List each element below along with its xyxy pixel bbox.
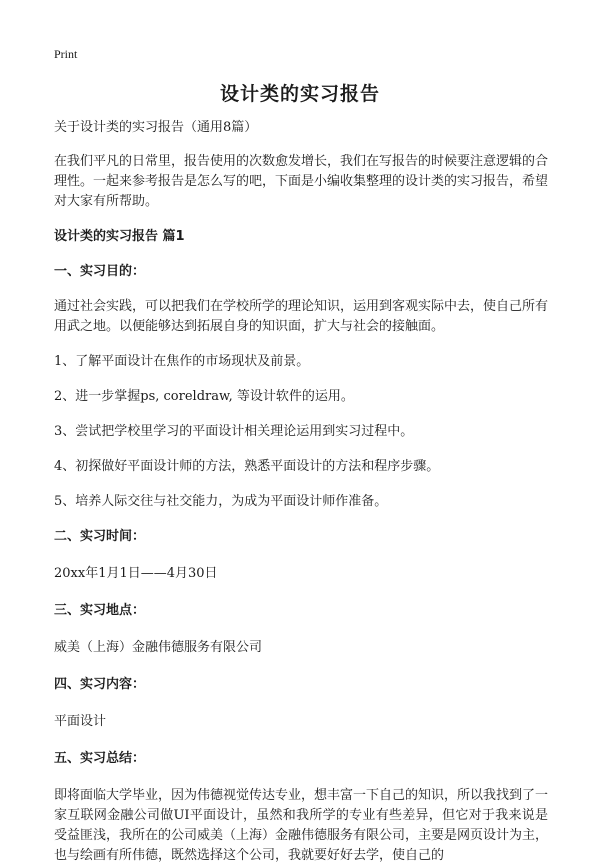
purpose-heading: 一、实习目的： (54, 264, 146, 279)
place-heading: 三、实习地点： (54, 603, 146, 618)
list-item: 2、进一步掌握ps, coreldraw, 等设计软件的运用。 (54, 389, 354, 404)
article-body (54, 118, 548, 866)
summary-paragraph: 即将面临大学毕业，因为伟德视觉传达专业，想丰富一下自己的知识，所以我找到了一家互联网金融公司做UI平面设计，虽然和我所学的专业有些差异，但它对于我来说是受益匪浅，我所在的公司威美（上海）金融伟德服务有限公司，主要是网页设计为主，也与绘画有所伟德，既然选择这个公司，我就要好好去学，使自己的 (54, 788, 549, 863)
summary-heading: 五、实习总结： (54, 751, 146, 766)
list-item: 1、了解平面设计在焦作的市场现状及前景。 (54, 354, 310, 369)
time-heading: 二、实习时间： (54, 529, 146, 544)
purpose-paragraph: 通过社会实践，可以把我们在学校所学的理论知识，运用到客观实际中去，使自己所有用武之地。以便能够达到拓展自身的知识面，扩大与社会的接触面。 (54, 299, 549, 334)
article-heading: 设计类的实习报告 篇1 (54, 229, 185, 244)
content-text: 平面设计 (54, 714, 107, 729)
subtitle: 关于设计类的实习报告（通用8篇） (54, 120, 258, 135)
place-text: 威美（上海）金融伟德服务有限公司 (54, 640, 263, 655)
intro-paragraph: 在我们平凡的日常里，报告使用的次数愈发增长，我们在写报告的时候要注意逻辑的合理性。一起来参考报告是怎么写的吧，下面是小编收集整理的设计类的实习报告，希望对大家有所帮助。 (54, 154, 549, 209)
list-item: 3、尝试把学校里学习的平面设计相关理论运用到实习过程中。 (54, 424, 414, 439)
print-link[interactable]: Print (54, 47, 78, 61)
list-item: 5、培养人际交往与社交能力，为成为平面设计师作准备。 (54, 494, 388, 509)
content-heading: 四、实习内容： (54, 677, 146, 692)
page-title: 设计类的实习报告 (219, 83, 380, 105)
time-text: 20xx年1月1日——4月30日 (54, 566, 218, 581)
list-item: 4、初探做好平面设计师的方法，熟悉平面设计的方法和程序步骤。 (54, 459, 440, 474)
